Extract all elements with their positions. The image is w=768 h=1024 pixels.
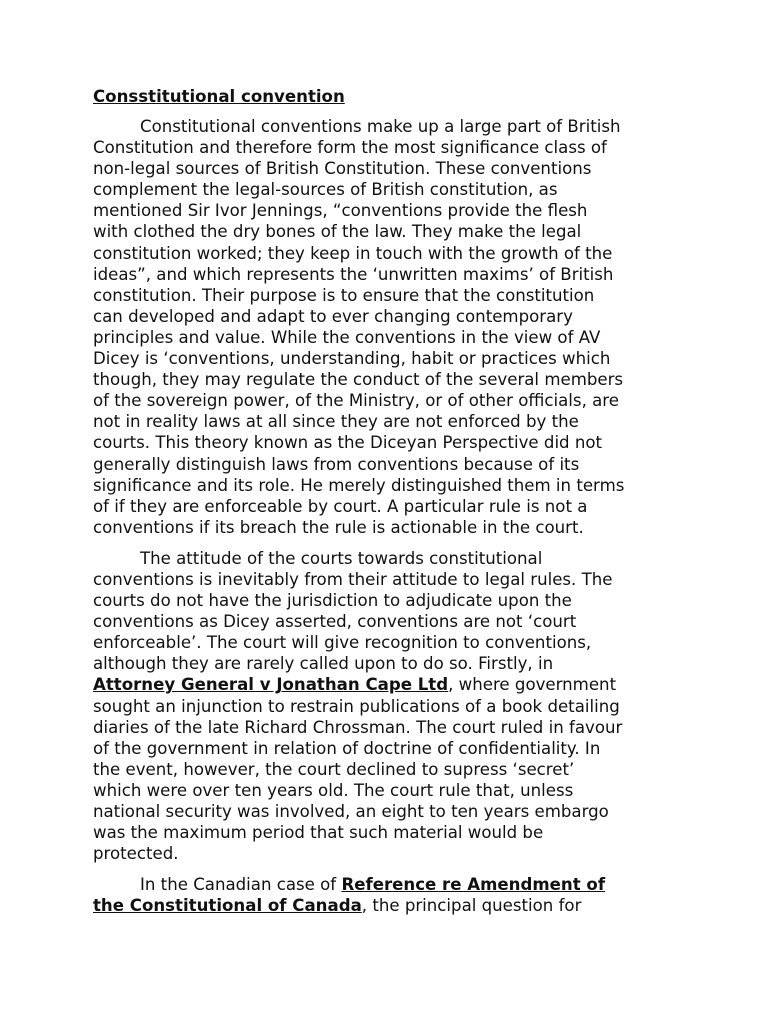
text-line [93, 411, 683, 432]
document-title: Consstitutional convention [93, 87, 345, 106]
text-line [93, 696, 683, 717]
text-line [93, 548, 683, 569]
text-segment: can developed and adapt to ever changing contemporary [93, 306, 573, 326]
text-segment: with clothed the dry bones of the law. They make the legal [93, 222, 582, 242]
text-line [93, 116, 683, 137]
text-line [93, 843, 683, 864]
text-segment: of the sovereign power, of the Ministry, or of other officials, are [93, 391, 619, 411]
text-line [93, 759, 683, 780]
text-line [93, 306, 683, 327]
text-line [93, 632, 683, 653]
text-segment: not in reality laws at all since they are not enforced by the [93, 412, 579, 432]
case-reference: Attorney General v Jonathan Cape Ltd [93, 675, 449, 695]
paragraph [93, 548, 683, 864]
text-line [93, 221, 683, 242]
text-segment: of if they are enforceable by court. A particular rule is not a [93, 496, 588, 516]
text-line [93, 895, 683, 916]
text-line [93, 369, 683, 390]
text-segment: constitution worked; they keep in touch with the growth of the [93, 243, 613, 263]
text-segment: courts do not have the jurisdiction to adjudicate upon the [93, 591, 572, 611]
text-line [93, 674, 683, 695]
text-segment: conventions if its breach the rule is actionable in the court. [93, 517, 584, 537]
text-line [93, 590, 683, 611]
text-segment: of the government in relation of doctrine of confidentiality. In [93, 738, 601, 758]
text-line [93, 454, 683, 475]
case-reference: the Constitutional of Canada [93, 896, 362, 916]
text-segment: sought an injunction to restrain publications of a book detailing [93, 696, 620, 716]
text-line [93, 179, 683, 200]
paragraph [93, 116, 683, 538]
text-segment: was the maximum period that such material would be [93, 823, 544, 843]
case-reference: Reference re Amendment of [341, 875, 606, 895]
document-page [93, 86, 683, 926]
text-line [93, 475, 683, 496]
text-line [93, 653, 683, 674]
text-line [93, 158, 683, 179]
text-line [93, 780, 683, 801]
text-line [93, 285, 683, 306]
text-segment: mentioned Sir Ivor Jennings, “conventions provide the flesh [93, 201, 588, 221]
text-segment: , the principal question for [361, 896, 582, 916]
text-line [93, 822, 683, 843]
text-segment: significance and its role. He merely distinguished them in terms [93, 475, 625, 495]
text-segment: In the Canadian case of [140, 875, 342, 895]
text-line [93, 264, 683, 285]
text-line [93, 327, 683, 348]
text-segment: although they are rarely called upon to do so. Firstly, in [93, 654, 554, 674]
text-line [93, 348, 683, 369]
text-line [93, 611, 683, 632]
text-line [93, 874, 683, 895]
text-segment: constitution. Their purpose is to ensure that the constitution [93, 285, 595, 305]
text-segment: Constitution and therefore form the most significance class of [93, 138, 607, 158]
text-line [93, 496, 683, 517]
text-segment: The attitude of the courts towards constitutional [140, 548, 543, 568]
text-segment: Constitutional conventions make up a large part of British [140, 117, 621, 136]
text-segment: conventions as Dicey asserted, conventions are not ‘court [93, 612, 577, 632]
text-segment: , where government [448, 675, 617, 695]
text-segment: protected. [93, 844, 179, 864]
text-segment: though, they may regulate the conduct of the several members [93, 370, 624, 390]
text-line [93, 390, 683, 411]
text-segment: principles and value. While the conventions in the view of AV [93, 327, 601, 347]
text-segment: diaries of the late Richard Chrossman. The court ruled in favour [93, 717, 623, 737]
text-segment: which were over ten years old. The court rule that, unless [93, 780, 574, 800]
text-segment: conventions is inevitably from their attitude to legal rules. The [93, 569, 613, 589]
text-segment: national security was involved, an eight to ten years embargo [93, 802, 609, 821]
text-line [93, 801, 683, 822]
text-line [93, 137, 683, 158]
text-segment: courts. This theory known as the Diceyan Perspective did not [93, 433, 603, 453]
text-line [93, 432, 683, 453]
text-line [93, 200, 683, 221]
text-line [93, 517, 683, 538]
text-segment: generally distinguish laws from conventions because of its [93, 454, 580, 474]
text-segment: the event, however, the court declined to supress ‘secret’ [93, 759, 575, 779]
text-line [93, 243, 683, 264]
text-line [93, 738, 683, 759]
text-segment: enforceable’. The court will give recognition to conventions, [93, 633, 592, 653]
text-segment: Dicey is ‘conventions, understanding, habit or practices which [93, 349, 611, 369]
document-body [93, 116, 683, 916]
paragraph [93, 874, 683, 916]
text-segment: complement the legal-sources of British constitution, as [93, 180, 558, 200]
text-segment: non-legal sources of British Constitution. These conventions [93, 159, 592, 179]
text-line [93, 569, 683, 590]
text-line [93, 717, 683, 738]
text-segment: ideas”, and which represents the ‘unwritten maxims’ of British [93, 264, 614, 284]
